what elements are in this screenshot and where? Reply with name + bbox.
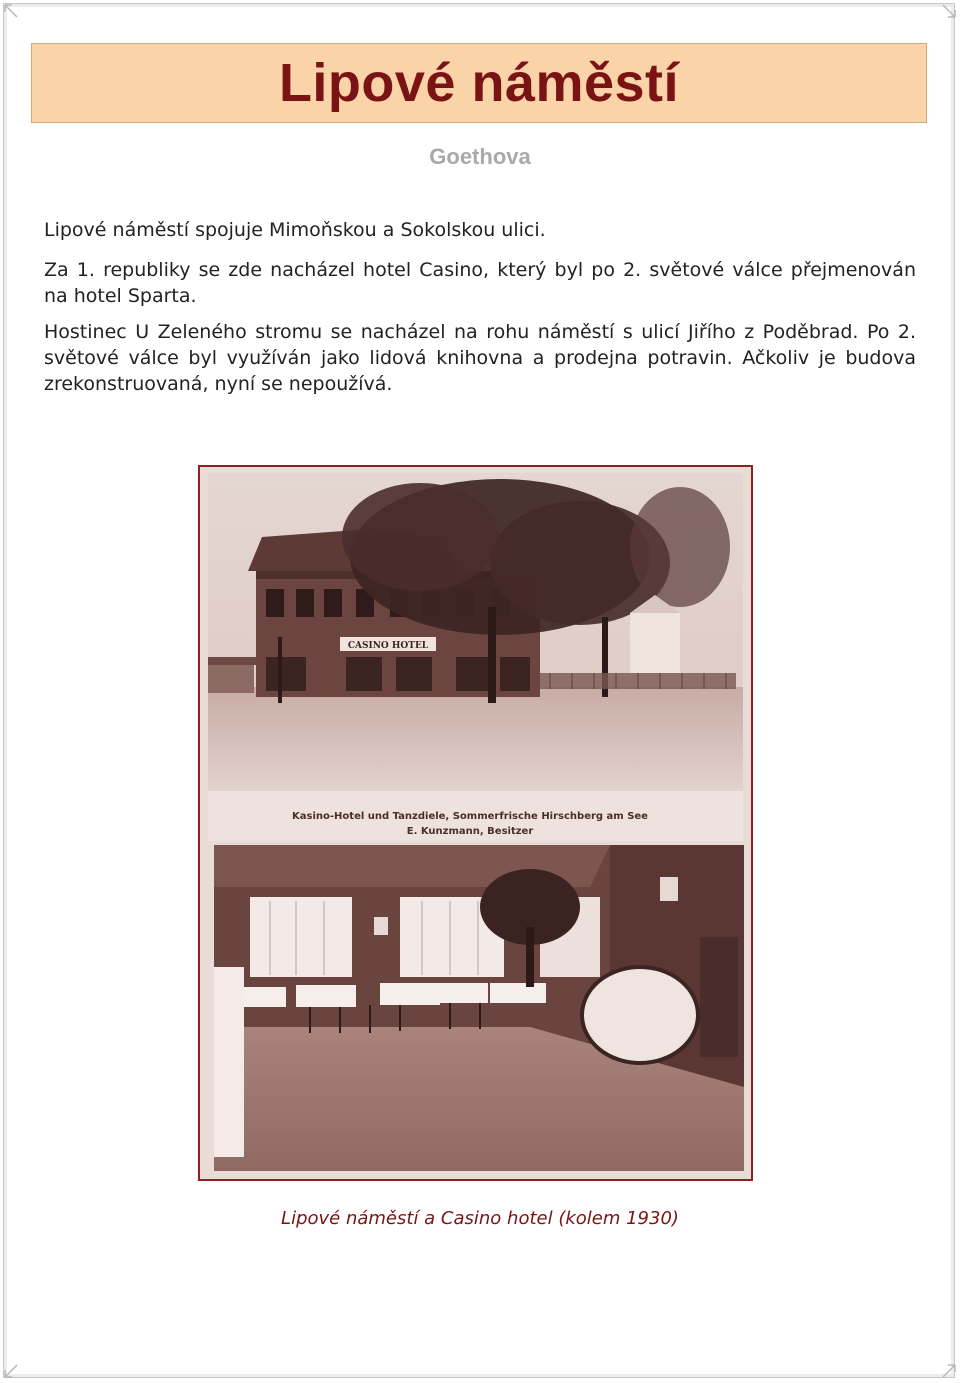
corner-marker-bottom-right-icon — [942, 1364, 956, 1378]
historic-postcard-photo — [198, 465, 753, 1181]
postcard-caption-line2: E. Kunzmann, Besitzer — [406, 826, 534, 837]
corner-marker-top-right-icon — [942, 4, 956, 18]
paragraph-intro: Lipové náměstí spojuje Mimoňskou a Sokolskou ulici. — [44, 219, 546, 241]
corner-marker-top-left-icon — [4, 4, 18, 18]
postcard-caption-line1: Kasino-Hotel und Tanzdiele, Sommerfrische Hirschberg am See — [292, 811, 648, 822]
paragraph-casino-hotel: Za 1. republiky se zde nacházel hotel Casino, který byl po 2. světové válce přejmenován na hotel Sparta. — [44, 259, 916, 307]
paragraph-green-tree-inn: Hostinec U Zeleného stromu se nacházel na rohu náměstí s ulicí Jiřího z Poděbrad. Po 2. světové válce byl využíván jako lidová knihovna a prodejna potravin. Ačkoliv je budova zrekonstruovaná, nyní se nepoužívá. — [44, 321, 916, 395]
dance-hall-interior-scene — [214, 845, 744, 1171]
title-banner — [31, 43, 927, 123]
corner-marker-bottom-left-icon — [4, 1364, 18, 1378]
figure-caption: Lipové náměstí a Casino hotel (kolem 1930) — [281, 1208, 679, 1229]
page-title: Lipové náměstí — [278, 53, 680, 113]
hotel-sign-text: CASINO HOTEL — [347, 641, 429, 651]
hotel-exterior-scene — [208, 473, 743, 791]
page-subtitle: Goethova — [429, 144, 531, 169]
